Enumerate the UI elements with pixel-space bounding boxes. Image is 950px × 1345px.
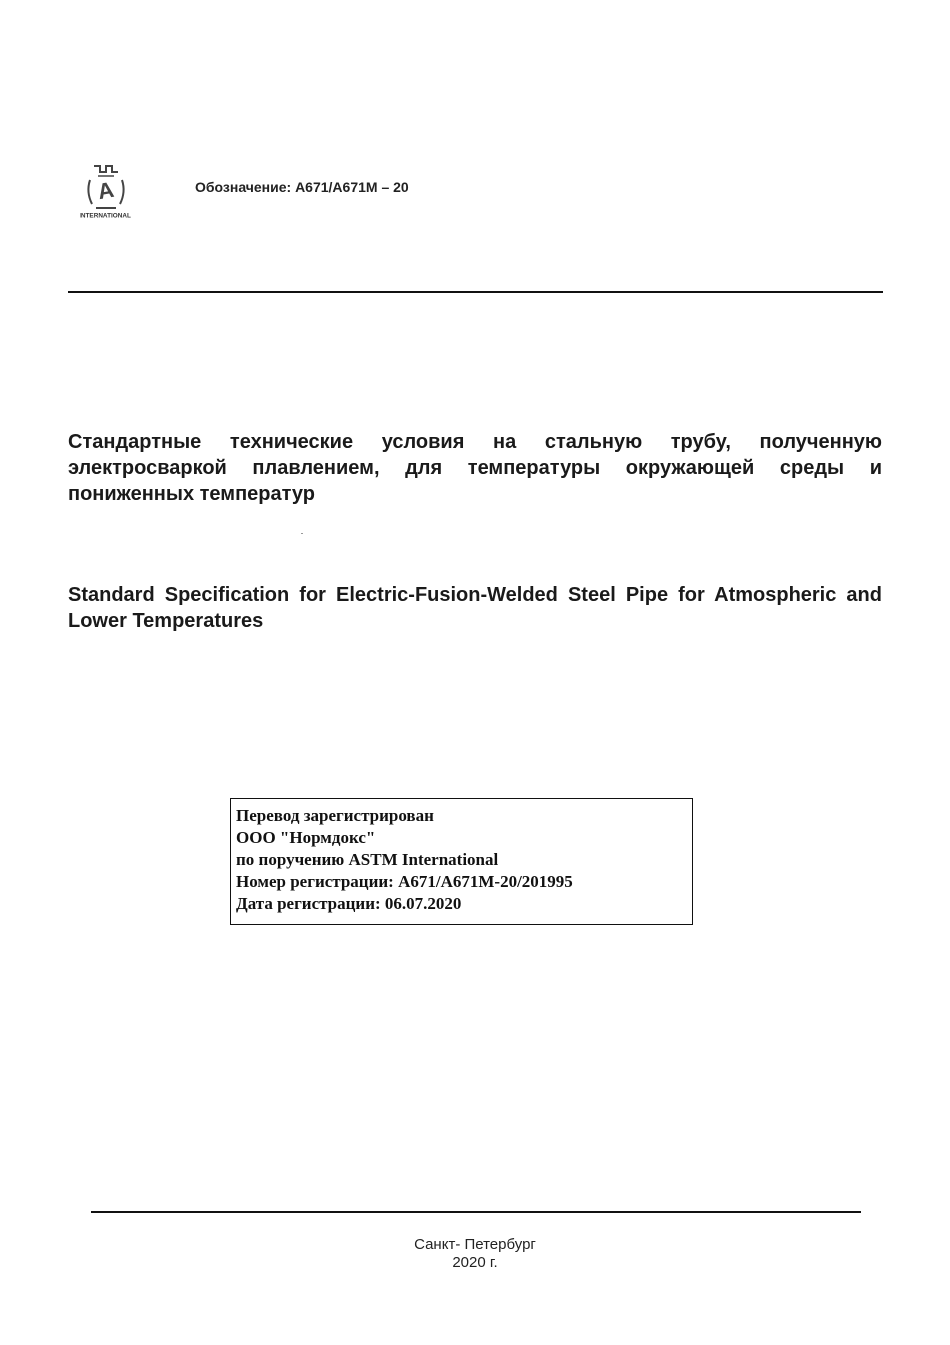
registration-line-3: по поручению ASTM International bbox=[236, 850, 499, 869]
title-russian: Стандартные технические условия на стальную трубу, полученную электросваркой плавлением, для температуры окружающей среды и пониженных температур bbox=[68, 431, 882, 505]
footer-year: 2020 г. bbox=[452, 1254, 498, 1271]
stray-mark bbox=[301, 533, 303, 534]
bottom-divider bbox=[91, 1211, 861, 1213]
registration-number: Номер регистрации: A671/A671M-20/201995 bbox=[236, 872, 573, 891]
astm-logo-icon bbox=[80, 162, 132, 222]
registration-box bbox=[230, 798, 693, 925]
footer-city: Санкт- Петербург bbox=[414, 1236, 536, 1253]
svg-text:A: A bbox=[95, 176, 116, 205]
registration-line-1: Перевод зарегистрирован bbox=[236, 806, 434, 825]
document-designation: Обозначение: A671/A671M – 20 bbox=[195, 179, 409, 195]
title-english: Standard Specification for Electric-Fusion-Welded Steel Pipe for Atmospheric and Lower Temperatures bbox=[68, 584, 882, 632]
registration-date: Дата регистрации: 06.07.2020 bbox=[236, 894, 462, 913]
registration-line-2: ООО "Нормдокс" bbox=[236, 828, 376, 847]
logo-subtext: INTERNATIONAL bbox=[80, 212, 131, 220]
top-divider bbox=[68, 291, 883, 293]
